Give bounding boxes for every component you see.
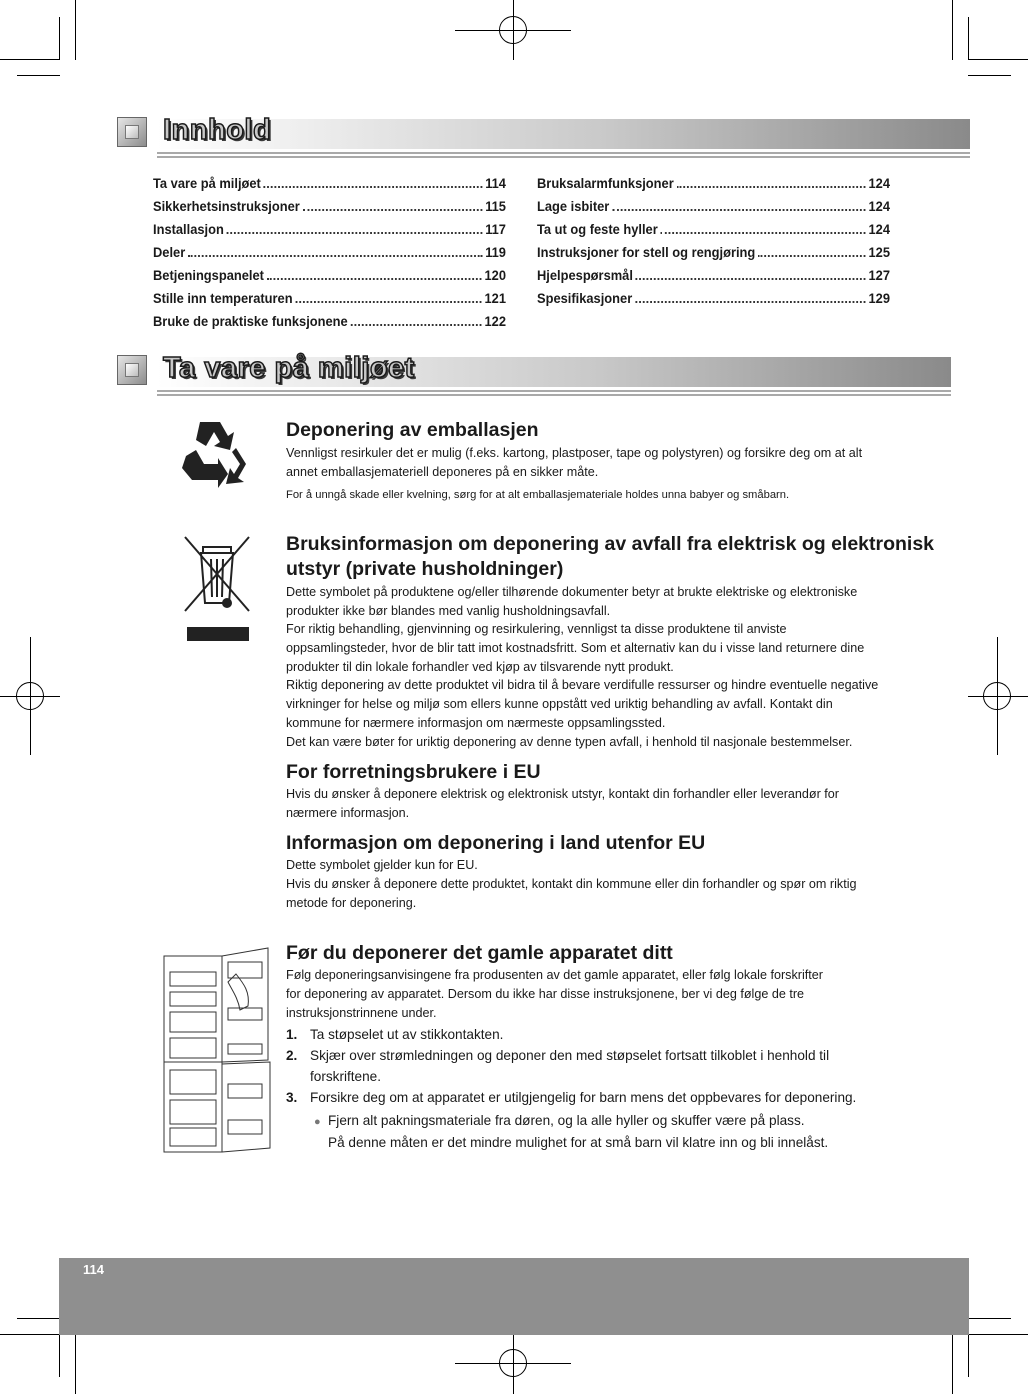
step-text: Ta støpselet ut av stikkontakten.: [310, 1027, 504, 1042]
toc-entry[interactable]: Bruke de praktiske funksjonene 122: [153, 313, 506, 329]
packaging-text: Vennligst resirkuler det er mulig (f.eks. kartong, plastposer, tape og polystyren) og forsikre deg om at alt annet emballasjemateriell deponeres på en sikker måte.: [286, 446, 863, 479]
non-eu-paragraph-1: Dette symbolet gjelder kun for EU.: [286, 858, 478, 872]
toc-entry[interactable]: Deler 119: [153, 244, 506, 260]
toc-entry[interactable]: Hjelpespørsmål 127: [537, 267, 890, 283]
non-eu-heading: Informasjon om deponering i land utenfor EU: [286, 832, 706, 854]
business-heading: For forretningsbrukere i EU: [286, 761, 541, 783]
toc-entry[interactable]: Spesifikasjoner 129: [537, 290, 890, 306]
step-1: [286, 1024, 891, 1045]
step-2: [286, 1045, 891, 1087]
recycle-icon: [178, 418, 258, 494]
weee-paragraph-2: For riktig behandling, gjenvinning og resirkulering, vennligst ta disse produktene til anviste oppsamlingsteder, hvor de blir tatt imot kostnadsfritt. Som et alternativ kan du i visse land returnere dine produkter til din lokale forhandler ved kjøp av tilsvarende nytt produkt.: [286, 622, 865, 674]
step-number: 2.: [286, 1048, 298, 1063]
step-3-bullet-cont: På denne måten er det mindre mulighet for at små barn vil klatre inn og bli innelåst.: [328, 1135, 829, 1150]
weee-heading-line2: utstyr (private husholdninger): [286, 558, 564, 580]
weee-paragraph-4: Det kan være bøter for uriktig deponering av denne typen avfall, i henhold til nasjonale bestemmelser.: [286, 735, 853, 749]
toc-entry[interactable]: Ta ut og feste hyller 124: [537, 221, 890, 237]
contents-header: [117, 114, 970, 153]
bullet-line-1: Fjern alt pakningsmateriale fra døren, og la alle hyller og skuffer være på plass.: [328, 1113, 805, 1128]
step-3-bullet: [314, 1110, 894, 1133]
crossed-bin-icon: [181, 533, 253, 645]
toc-entry[interactable]: Bruksalarmfunksjoner 124: [537, 175, 890, 191]
step-3: [286, 1087, 891, 1108]
weee-paragraph-3: Riktig deponering av dette produktet vil bidra til å bevare verdifulle ressurser og hindre eventuelle negative virkninger for helse og miljø som ellers kunne oppstått ved uriktig behandling av avfall. Kontakt din kommune for nærmere informasjon om nærmeste oppsamlingssted.: [286, 678, 879, 730]
packaging-heading: Deponering av emballasjen: [286, 419, 539, 441]
toc-entry[interactable]: Lage isbiter 124: [537, 198, 890, 214]
non-eu-paragraph-2: Hvis du ønsker å deponere dette produktet, kontakt din kommune eller din forhandler og spør om riktig metode for deponering.: [286, 877, 857, 910]
toc-entry[interactable]: Ta vare på miljøet 114: [153, 175, 506, 191]
page-number: 114: [83, 1262, 104, 1277]
packaging-note: For å unngå skade eller kvelning, sørg for at alt emballasjemateriale holdes unna babyer og småbarn.: [286, 489, 790, 501]
contents-title: Innhold: [163, 114, 272, 146]
step-number: 1.: [286, 1027, 298, 1042]
toc-left-column: [153, 175, 505, 336]
toc-right-column: [537, 175, 889, 313]
environment-header: [117, 352, 951, 391]
business-text: Hvis du ønsker å deponere elektrisk og elektronisk utstyr, kontakt din forhandler eller leverandør for nærmere informasjon.: [286, 787, 839, 820]
step-number: 3.: [286, 1090, 298, 1105]
old-appliance-intro: Følg deponeringsanvisingene fra produsenten av det gamle apparatet, eller følg lokale forskrifter for deponering av apparatet. Dersom du ikke har disse instruksjonene, ber vi deg følge de tre instruksjonstrinnene under.: [286, 968, 823, 1020]
toc-entry[interactable]: Sikkerhetsinstruksjoner 115: [153, 198, 506, 214]
fridge-illustration: [158, 944, 278, 1156]
toc-entry[interactable]: Stille inn temperaturen 121: [153, 290, 506, 306]
page-footer: [59, 1258, 969, 1335]
weee-heading-line1: Bruksinformasjon om deponering av avfall fra elektrisk og elektronisk: [286, 533, 935, 555]
header-square-icon: [117, 355, 147, 385]
weee-paragraph-1: Dette symbolet på produktene og/eller tilhørende dokumenter betyr at brukte elektriske og elektroniske produkter ikke bør blandes med vanlig husholdningsavfall.: [286, 585, 858, 618]
toc-entry[interactable]: Installasjon 117: [153, 221, 506, 237]
bullet-icon: ●: [314, 1116, 321, 1128]
environment-title: Ta vare på miljøet: [163, 352, 415, 384]
step-text: Forsikre deg om at apparatet er utilgjengelig for barn mens det oppbevares for deponering.: [310, 1090, 857, 1105]
step-text: Skjær over strømledningen og deponer den med støpselet fortsatt tilkoblet i henhold til forskriftene.: [310, 1048, 830, 1084]
old-appliance-heading: Før du deponerer det gamle apparatet ditt: [286, 942, 673, 964]
toc-entry[interactable]: Instruksjoner for stell og rengjøring 125: [537, 244, 890, 260]
header-gradient-bar: [157, 119, 970, 149]
header-square-icon: [117, 117, 147, 147]
toc-entry[interactable]: Betjeningspanelet 120: [153, 267, 506, 283]
